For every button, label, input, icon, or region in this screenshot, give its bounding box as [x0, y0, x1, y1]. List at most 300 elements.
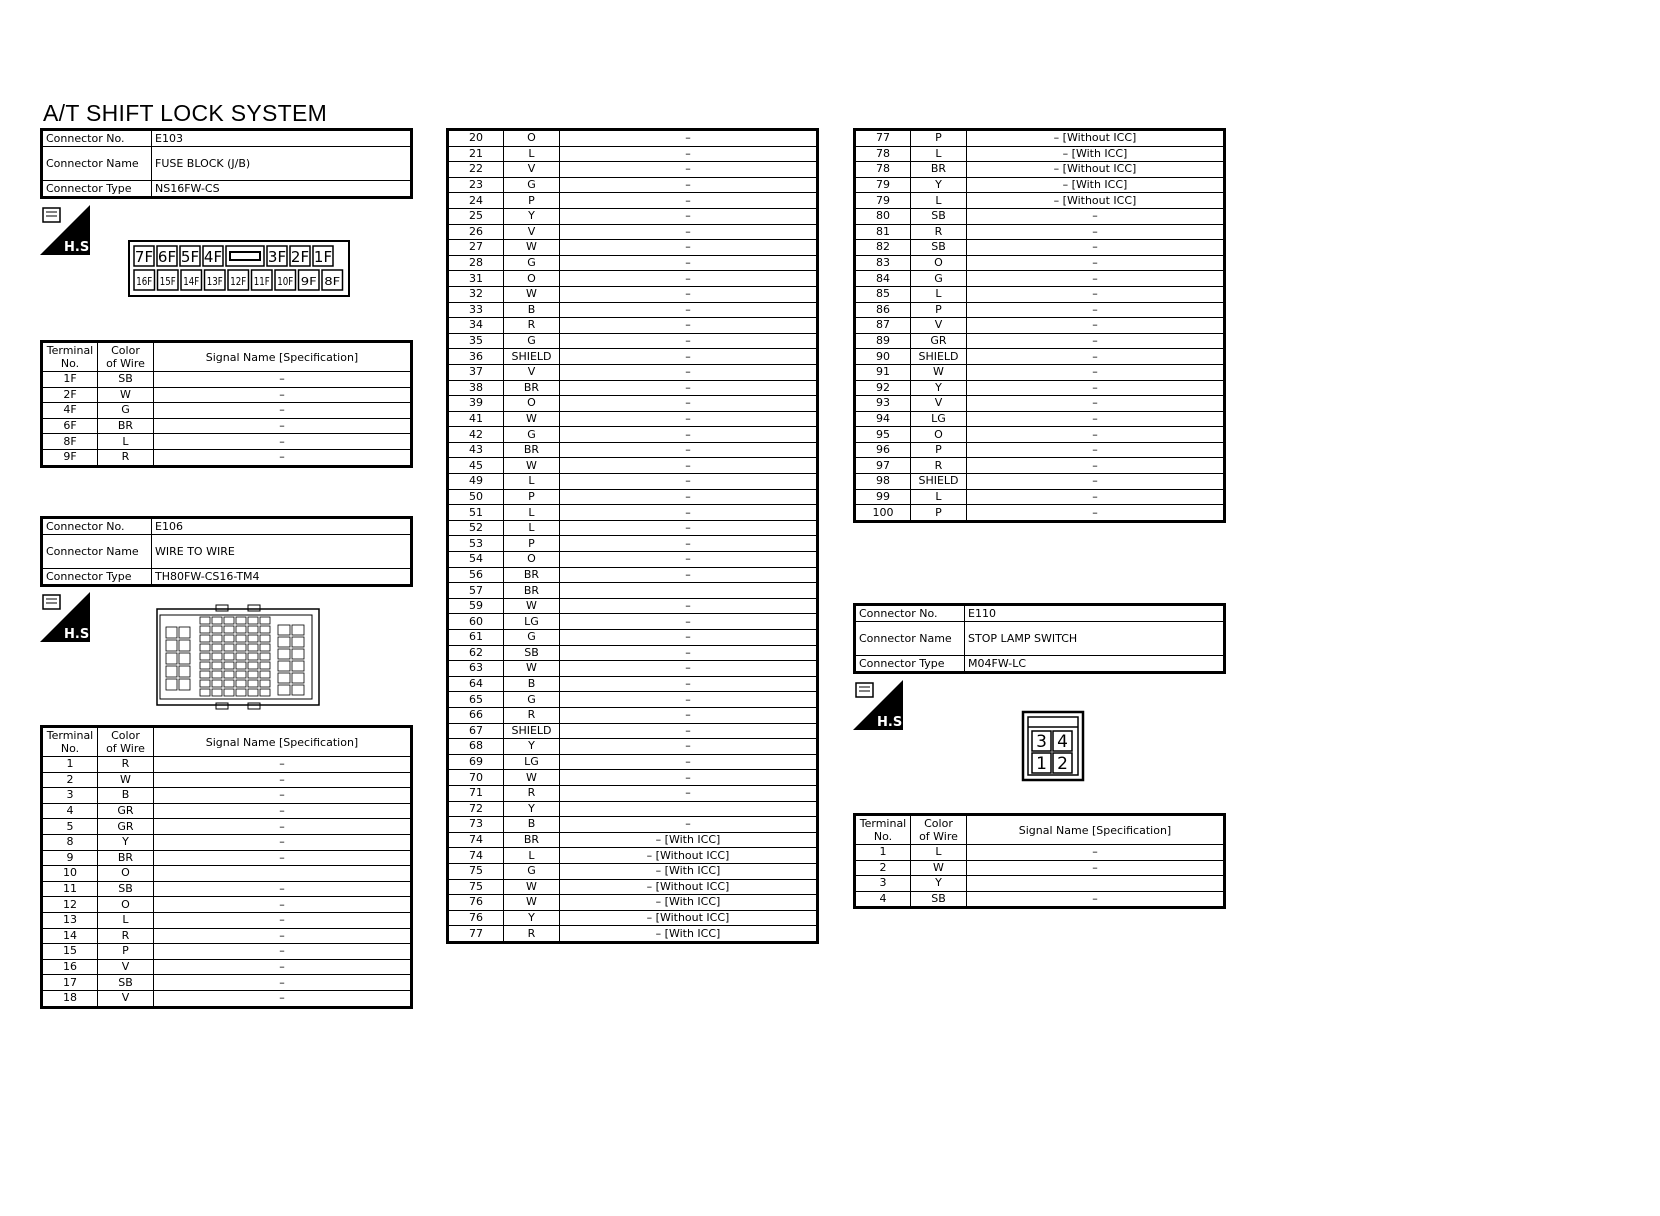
cavity: [260, 680, 270, 687]
signal-cell: –: [154, 403, 412, 419]
terminal-cell: 28: [448, 255, 504, 271]
color-cell: O: [504, 396, 560, 412]
terminal-cell: 38: [448, 380, 504, 396]
color-cell: P: [911, 302, 967, 318]
table-row: [855, 302, 1225, 318]
table-row: [448, 770, 818, 786]
color-cell: O: [504, 552, 560, 568]
signal-cell: –: [967, 396, 1225, 412]
color-cell: W: [504, 458, 560, 474]
signal-cell: –: [560, 130, 818, 147]
cavity: [248, 635, 258, 642]
cavity: [166, 627, 177, 638]
cavity: [179, 679, 190, 690]
terminal-cell: 1: [855, 845, 911, 861]
signal-cell: –: [560, 692, 818, 708]
terminal-cell: 65: [448, 692, 504, 708]
signal-cell: –: [154, 881, 412, 897]
table-row: [448, 318, 818, 334]
terminal-cell: 39: [448, 396, 504, 412]
connector-name-value: FUSE BLOCK (J/B): [152, 147, 412, 181]
cavity: [260, 644, 270, 651]
color-cell: BR: [504, 567, 560, 583]
terminal-cell: 89: [855, 333, 911, 349]
cavity: [260, 671, 270, 678]
table-row: [42, 959, 412, 975]
color-cell: SB: [98, 975, 154, 991]
table-row: [448, 146, 818, 162]
color-cell: SB: [911, 891, 967, 908]
cavity: [278, 649, 290, 659]
terminal-cell: 2: [42, 772, 98, 788]
signal-cell: –: [560, 442, 818, 458]
color-cell: W: [504, 286, 560, 302]
terminal-cell: 1: [42, 757, 98, 773]
signal-cell: – [Without ICC]: [560, 848, 818, 864]
terminal-cell: 2F: [42, 387, 98, 403]
terminal-label: 2: [1057, 754, 1068, 774]
color-cell: O: [911, 427, 967, 443]
signal-cell: –: [967, 302, 1225, 318]
table-row: [855, 318, 1225, 334]
terminal-cell: 3: [42, 788, 98, 804]
terminal-cell: 96: [855, 442, 911, 458]
connector-e110-pin-table: [853, 813, 1226, 909]
signal-cell: –: [967, 271, 1225, 287]
table-row: [448, 177, 818, 193]
terminal-cell: 53: [448, 536, 504, 552]
terminal-label: 4F: [203, 248, 223, 266]
color-cell: SHIELD: [504, 349, 560, 365]
header-color-of-wire: [98, 727, 154, 757]
signal-cell: – [With ICC]: [560, 895, 818, 911]
color-cell: BR: [504, 832, 560, 848]
header-terminal-no: [42, 727, 98, 757]
terminal-cell: 32: [448, 286, 504, 302]
terminal-cell: 64: [448, 676, 504, 692]
signal-cell: [154, 866, 412, 882]
terminal-cell: 71: [448, 785, 504, 801]
header-terminal-no: [42, 342, 98, 372]
cavity: [248, 653, 258, 660]
terminal-cell: 17: [42, 975, 98, 991]
cavity: [179, 653, 190, 664]
color-cell: L: [504, 505, 560, 521]
signal-cell: – [With ICC]: [967, 177, 1225, 193]
signal-cell: –: [560, 146, 818, 162]
signal-cell: –: [967, 411, 1225, 427]
signal-cell: –: [967, 474, 1225, 490]
signal-cell: –: [560, 614, 818, 630]
header-color-line1: Color: [924, 817, 953, 830]
color-cell: R: [504, 318, 560, 334]
connector-name-value: WIRE TO WIRE: [152, 535, 412, 569]
cavity: [248, 689, 258, 696]
color-cell: L: [911, 845, 967, 861]
signal-cell: –: [560, 676, 818, 692]
signal-cell: –: [154, 803, 412, 819]
table-row: [42, 772, 412, 788]
table-row: [448, 442, 818, 458]
terminal-label: 10F: [277, 275, 294, 288]
color-cell: P: [504, 536, 560, 552]
color-cell: GR: [98, 819, 154, 835]
table-row: [448, 255, 818, 271]
table-row: [42, 944, 412, 960]
terminal-cell: 77: [855, 130, 911, 147]
cavity: [236, 653, 246, 660]
cavity: [200, 644, 210, 651]
terminal-cell: 100: [855, 505, 911, 522]
terminal-label: 5F: [180, 248, 200, 266]
cavity: [260, 653, 270, 660]
color-cell: SHIELD: [911, 349, 967, 365]
terminal-cell: 75: [448, 863, 504, 879]
cavity: [212, 680, 222, 687]
color-cell: P: [911, 442, 967, 458]
cavity: [278, 625, 290, 635]
table-row: [448, 208, 818, 224]
color-cell: L: [504, 520, 560, 536]
label-connector-type: Connector Type: [855, 656, 965, 673]
signal-cell: –: [560, 817, 818, 833]
signal-cell: – [Without ICC]: [967, 162, 1225, 178]
terminal-cell: 23: [448, 177, 504, 193]
terminal-cell: 12: [42, 897, 98, 913]
terminal-cell: 34: [448, 318, 504, 334]
terminal-cell: 49: [448, 474, 504, 490]
signal-cell: –: [967, 860, 1225, 876]
color-cell: V: [911, 318, 967, 334]
terminal-cell: 82: [855, 240, 911, 256]
terminal-cell: 41: [448, 411, 504, 427]
table-row: [855, 193, 1225, 209]
color-cell: W: [911, 364, 967, 380]
table-row: [448, 676, 818, 692]
signal-cell: –: [154, 757, 412, 773]
connector-e103-face: [128, 240, 350, 297]
cavity: [236, 635, 246, 642]
terminal-cell: 62: [448, 645, 504, 661]
header-signal-name: Signal Name [Specification]: [154, 727, 412, 757]
cavity: [248, 644, 258, 651]
signal-cell: –: [154, 834, 412, 850]
color-cell: G: [504, 177, 560, 193]
color-cell: Y: [504, 801, 560, 817]
color-cell: GR: [98, 803, 154, 819]
color-cell: W: [504, 598, 560, 614]
color-cell: R: [98, 928, 154, 944]
table-row: [448, 380, 818, 396]
connector-e106-info: [40, 516, 413, 587]
signal-cell: –: [560, 193, 818, 209]
terminal-cell: 26: [448, 224, 504, 240]
table-row: [42, 449, 412, 466]
signal-cell: [560, 801, 818, 817]
table-row: [448, 520, 818, 536]
cavity: [236, 662, 246, 669]
terminal-label: 7F: [134, 248, 154, 266]
terminal-cell: 56: [448, 567, 504, 583]
color-cell: L: [911, 193, 967, 209]
cavity: [212, 671, 222, 678]
terminal-cell: 1F: [42, 372, 98, 388]
color-cell: R: [911, 224, 967, 240]
terminal-cell: 33: [448, 302, 504, 318]
signal-cell: –: [560, 630, 818, 646]
color-cell: R: [911, 458, 967, 474]
color-cell: R: [98, 449, 154, 466]
connector-type-value: TH80FW-CS16-TM4: [152, 569, 412, 586]
terminal-cell: 97: [855, 458, 911, 474]
terminal-label: 4: [1057, 732, 1068, 752]
terminal-cell: 78: [855, 146, 911, 162]
signal-cell: –: [154, 434, 412, 450]
cavity: [179, 640, 190, 651]
table-row: [448, 879, 818, 895]
cavity: [292, 637, 304, 647]
connector-e103-pin-table: [40, 340, 413, 468]
signal-cell: –: [967, 364, 1225, 380]
signal-cell: –: [154, 372, 412, 388]
color-cell: W: [98, 772, 154, 788]
table-row: [855, 349, 1225, 365]
signal-cell: –: [154, 772, 412, 788]
table-row: [448, 583, 818, 599]
terminal-cell: 4: [42, 803, 98, 819]
color-cell: SHIELD: [911, 474, 967, 490]
signal-cell: –: [154, 418, 412, 434]
terminal-cell: 8: [42, 834, 98, 850]
color-cell: Y: [911, 876, 967, 892]
color-cell: V: [98, 990, 154, 1007]
signal-cell: –: [967, 349, 1225, 365]
hs-badge-label: H.S.: [877, 715, 908, 730]
signal-cell: –: [560, 723, 818, 739]
connector-type-value: NS16FW-CS: [152, 181, 412, 198]
signal-cell: – [With ICC]: [560, 926, 818, 943]
hs-harness-side-icon: [40, 205, 95, 255]
signal-cell: –: [967, 208, 1225, 224]
hs-harness-side-icon: [853, 680, 908, 730]
terminal-label: 1F: [313, 248, 333, 266]
table-row: [42, 850, 412, 866]
table-row: [448, 926, 818, 943]
cavity: [236, 689, 246, 696]
table-row: [855, 271, 1225, 287]
cavity: [224, 671, 234, 678]
color-cell: BR: [98, 850, 154, 866]
header-color-line2: of Wire: [106, 742, 145, 755]
label-connector-type: Connector Type: [42, 181, 152, 198]
cavity: [278, 637, 290, 647]
cavity: [260, 689, 270, 696]
table-row: [448, 130, 818, 147]
table-row: [855, 162, 1225, 178]
color-cell: G: [504, 630, 560, 646]
cavity: [200, 680, 210, 687]
terminal-cell: 31: [448, 271, 504, 287]
signal-cell: –: [560, 240, 818, 256]
terminal-cell: 21: [448, 146, 504, 162]
table-row: [448, 895, 818, 911]
terminal-cell: 79: [855, 193, 911, 209]
terminal-label: 8F: [324, 275, 341, 288]
color-cell: SB: [504, 645, 560, 661]
header-color-of-wire: [98, 342, 154, 372]
cavity: [200, 626, 210, 633]
signal-cell: –: [154, 819, 412, 835]
hs-badge-label: H.S.: [64, 240, 95, 255]
terminal-cell: 22: [448, 162, 504, 178]
table-row: [42, 881, 412, 897]
color-cell: B: [504, 676, 560, 692]
cavity: [248, 671, 258, 678]
table-row: [448, 801, 818, 817]
table-row: [855, 130, 1225, 147]
cavity-key: [230, 252, 260, 260]
color-cell: Y: [504, 208, 560, 224]
terminal-cell: 36: [448, 349, 504, 365]
terminal-label: 3: [1036, 732, 1047, 752]
cavity: [236, 671, 246, 678]
color-cell: Y: [911, 177, 967, 193]
table-row: [42, 990, 412, 1007]
connector-no-value: E110: [965, 605, 1225, 622]
signal-cell: –: [560, 754, 818, 770]
cavity: [292, 685, 304, 695]
label-connector-name: Connector Name: [42, 147, 152, 181]
cavity: [200, 635, 210, 642]
terminal-cell: 11: [42, 881, 98, 897]
terminal-cell: 95: [855, 427, 911, 443]
terminal-cell: 13: [42, 912, 98, 928]
table-row: [42, 418, 412, 434]
terminal-cell: 4: [855, 891, 911, 908]
table-row: [448, 396, 818, 412]
table-row: [855, 458, 1225, 474]
signal-cell: –: [154, 990, 412, 1007]
color-cell: V: [98, 959, 154, 975]
table-row: [448, 614, 818, 630]
hs-badge-label: H.S.: [64, 627, 95, 642]
cavity: [212, 644, 222, 651]
cavity: [166, 666, 177, 677]
table-row: [42, 788, 412, 804]
signal-cell: – [Without ICC]: [967, 193, 1225, 209]
color-cell: SB: [911, 208, 967, 224]
connector-type-value: M04FW-LC: [965, 656, 1225, 673]
color-cell: R: [504, 707, 560, 723]
color-cell: SB: [98, 881, 154, 897]
terminal-cell: 86: [855, 302, 911, 318]
cavity: [248, 626, 258, 633]
terminal-cell: 3: [855, 876, 911, 892]
terminal-cell: 90: [855, 349, 911, 365]
table-row: [448, 863, 818, 879]
cavity: [260, 626, 270, 633]
terminal-cell: 50: [448, 489, 504, 505]
table-row: [42, 403, 412, 419]
table-row: [855, 208, 1225, 224]
table-row: [448, 567, 818, 583]
terminal-cell: 15: [42, 944, 98, 960]
color-cell: V: [504, 162, 560, 178]
table-row: [448, 411, 818, 427]
cavity: [212, 689, 222, 696]
signal-cell: –: [967, 224, 1225, 240]
color-cell: BR: [504, 442, 560, 458]
color-cell: B: [98, 788, 154, 804]
color-cell: G: [504, 863, 560, 879]
color-cell: W: [504, 240, 560, 256]
terminal-cell: 5: [42, 819, 98, 835]
cavity: [236, 680, 246, 687]
color-cell: Y: [911, 380, 967, 396]
signal-cell: –: [967, 442, 1225, 458]
table-row: [42, 897, 412, 913]
signal-cell: –: [154, 449, 412, 466]
cavity: [224, 626, 234, 633]
color-cell: G: [911, 271, 967, 287]
terminal-cell: 93: [855, 396, 911, 412]
cavity: [278, 661, 290, 671]
signal-cell: –: [967, 318, 1225, 334]
color-cell: L: [911, 489, 967, 505]
color-cell: LG: [504, 614, 560, 630]
table-row: [448, 645, 818, 661]
table-row: [448, 630, 818, 646]
table-row: [42, 372, 412, 388]
terminal-label: 9F: [300, 275, 317, 288]
table-row: [448, 785, 818, 801]
table-row: [855, 845, 1225, 861]
signal-cell: –: [560, 364, 818, 380]
color-cell: G: [504, 333, 560, 349]
color-cell: GR: [911, 333, 967, 349]
terminal-cell: 42: [448, 427, 504, 443]
cavity: [236, 617, 246, 624]
terminal-cell: 75: [448, 879, 504, 895]
table-row: [855, 860, 1225, 876]
terminal-cell: 83: [855, 255, 911, 271]
cavity: [224, 644, 234, 651]
table-row: [448, 271, 818, 287]
signal-cell: –: [967, 255, 1225, 271]
color-cell: BR: [911, 162, 967, 178]
table-row: [448, 707, 818, 723]
table-row: [448, 474, 818, 490]
table-row: [855, 240, 1225, 256]
color-cell: L: [98, 912, 154, 928]
signal-cell: –: [154, 959, 412, 975]
table-row: [448, 723, 818, 739]
terminal-cell: 63: [448, 661, 504, 677]
signal-cell: –: [560, 474, 818, 490]
signal-cell: –: [560, 707, 818, 723]
signal-cell: –: [560, 536, 818, 552]
table-row: [855, 396, 1225, 412]
color-cell: W: [504, 411, 560, 427]
connector-e106-pin-table-part1: [40, 725, 413, 1009]
table-row: [448, 598, 818, 614]
terminal-cell: 98: [855, 474, 911, 490]
signal-cell: –: [154, 912, 412, 928]
signal-cell: –: [560, 224, 818, 240]
cavity: [166, 653, 177, 664]
terminal-cell: 73: [448, 817, 504, 833]
color-cell: V: [504, 364, 560, 380]
